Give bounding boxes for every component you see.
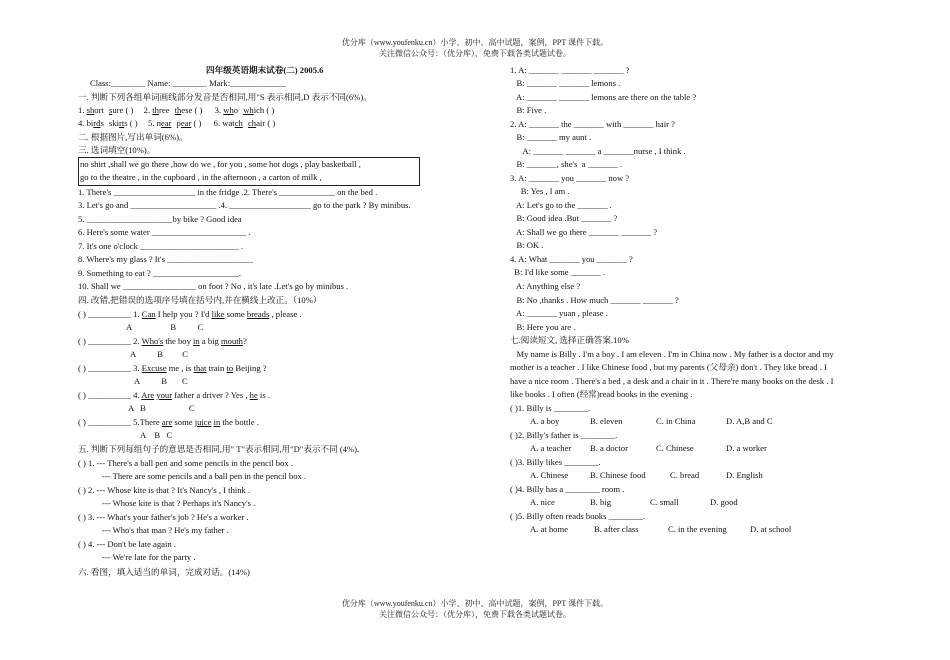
page-header xyxy=(0,37,950,59)
correction-1-option-c: breads xyxy=(246,309,270,319)
passage-line-1: My name is Billy . I'm a boy . I am eleven . I'm in China now . My father is a doctor and my xyxy=(510,349,834,359)
judge-item-2-q[interactable]: ( ) 2. --- Whose kite is that ? It's Nancy's , I think . xyxy=(78,485,251,495)
q3-word-a-rest: o xyxy=(233,105,239,115)
q2-word-a-underlined: th xyxy=(152,105,159,115)
dialog-line-3[interactable]: A: _______ _______ lemons are there on the table ? xyxy=(510,92,697,102)
correction-1-option-a: Can xyxy=(141,309,156,319)
page-footer xyxy=(0,598,950,620)
fill-item-10[interactable]: 10. Shall we _________________ on foot ? No , it's late .Let's go by minibus . xyxy=(78,281,349,291)
reading-question-4-options xyxy=(530,496,738,508)
q4-option-c[interactable]: C. small xyxy=(650,497,679,507)
correction-1-mid-1: I help you ? I'd xyxy=(155,309,212,319)
q3-number: 3. xyxy=(214,105,222,115)
fill-item-7[interactable]: 7. It's one o'clock _______________________ . xyxy=(78,241,244,251)
q3-option-d[interactable]: D. English xyxy=(726,470,763,480)
correction-2-mid-2: a big xyxy=(199,336,221,346)
q4-word-a-rest: s xyxy=(100,118,104,128)
correction-3-mid-2: train xyxy=(206,363,227,373)
header-line-2: 关注微信公众号：（优分库），免费下载各类试题试卷。 xyxy=(379,49,571,58)
judge-item-4-q[interactable]: ( ) 4. --- Don't be late again . xyxy=(78,539,176,549)
q5-word-b-pre: p xyxy=(176,118,181,128)
correction-item-2[interactable] xyxy=(78,335,247,347)
q1-answer-paren[interactable]: ( ) xyxy=(125,105,134,115)
correction-2-answer[interactable]: ( ) __________ 2. xyxy=(78,336,140,346)
correction-5-mid-1: some xyxy=(172,417,195,427)
q1-word-a-underlined: sh xyxy=(86,105,95,115)
correction-1-post: , please . xyxy=(269,309,302,319)
correction-3-option-b: that xyxy=(193,363,207,373)
section-4-heading: 四. 改错,把错误的选项序号填在括号内,并在横线上改正。（10%） xyxy=(78,295,322,305)
q4-word-b-rest: s xyxy=(124,118,128,128)
correction-4-answer[interactable]: ( ) __________ 4. xyxy=(78,390,140,400)
correction-item-5[interactable] xyxy=(78,416,259,428)
dialog-line-18[interactable]: B: No ,thanks . How much _______ _______ ? xyxy=(510,295,679,305)
q6-answer-paren[interactable]: ( ) xyxy=(267,118,276,128)
fill-item-6[interactable]: 6. Here's some water ______________________ . xyxy=(78,227,251,237)
correction-5-letters: A B C xyxy=(140,430,173,440)
correction-5-answer[interactable]: ( ) __________ 5. xyxy=(78,417,140,427)
dialog-line-1[interactable]: 1. A: _______ _______ _______ ? xyxy=(510,65,630,75)
q4-option-d[interactable]: D. good xyxy=(710,497,738,507)
judge-item-3-q[interactable]: ( ) 3. --- What's your father's job ? He's a worker . xyxy=(78,512,249,522)
footer-line-1: 优分库（www.youfenku.cn）小学、初中、高中试题，案例，PPT 课件下载。 xyxy=(341,599,609,608)
q5-answer-paren[interactable]: ( ) xyxy=(193,118,202,128)
q6-word-a-underlined: ch xyxy=(234,118,243,128)
section-7-heading: 七.阅读短文, 选择正确答案.10% xyxy=(510,335,629,345)
dialog-line-7[interactable]: A: _______ _______ a _______nurse , I think . xyxy=(510,146,686,156)
q2-option-c[interactable]: C. Chinese xyxy=(656,443,694,453)
q3-option-b[interactable]: B. Chinese food xyxy=(590,470,646,480)
reading-question-2[interactable]: ( )2. Billy's father is ________. xyxy=(510,430,618,440)
dialog-line-8[interactable]: B: _______, she's a _______ . xyxy=(510,159,623,169)
dialog-line-14: B: OK . xyxy=(510,240,544,250)
reading-question-3-options xyxy=(530,469,763,481)
passage-line-3: have a nice room . There's a bed , a desk and a chair in it . There're many books on the desk . I xyxy=(510,376,834,386)
q4-word-a-underlined: rd xyxy=(93,118,101,128)
correction-2-mid-1: the boy xyxy=(163,336,194,346)
q6-word-b-rest: air xyxy=(256,118,266,128)
dialog-line-20: B: Here you are . xyxy=(510,322,576,332)
reading-question-5-options xyxy=(530,523,791,535)
dialog-line-11[interactable]: A: Let's go to the _______ . xyxy=(510,200,612,210)
q1-word-b-underlined: s xyxy=(108,105,113,115)
footer-line-2: 关注微信公众号：（优分库），免费下载各类试题试卷。 xyxy=(379,610,571,619)
q5-option-d[interactable]: D. at school xyxy=(750,524,792,534)
judge-item-1-q[interactable]: ( ) 1. --- There's a ball pen and some pencils in the pencil box . xyxy=(78,458,293,468)
q1-option-b[interactable]: B. eleven xyxy=(590,416,623,426)
correction-item-4[interactable] xyxy=(78,389,270,401)
judge-item-1-a: --- There are some pencils and a ball pen in the pencil box . xyxy=(102,471,307,481)
correction-1-letters: A B C xyxy=(126,322,204,332)
q6-number: 6. xyxy=(213,118,221,128)
reading-question-4[interactable]: ( )4. Billy has a ________ room . xyxy=(510,484,625,494)
q4-word-a-pre: bi xyxy=(86,118,94,128)
q5-option-a[interactable]: A. at home xyxy=(530,524,568,534)
q2-word-b-rest: ese xyxy=(181,105,193,115)
q6-word-b-underlined: ch xyxy=(247,118,257,128)
correction-3-answer[interactable]: ( ) __________ 3. xyxy=(78,363,140,373)
correction-3-option-c: to xyxy=(226,363,234,373)
reading-question-1-options xyxy=(530,415,773,427)
correction-5-option-a: are xyxy=(161,417,173,427)
dialog-line-13[interactable]: A: Shall we go there _______ _______ ? xyxy=(510,227,658,237)
dialog-line-9[interactable]: 3. A: _______ you _______ now ? xyxy=(510,173,630,183)
passage-line-4: like books . I often (经常)read books in the evening . xyxy=(510,389,693,399)
q3-word-a-underlined: wh xyxy=(223,105,234,115)
q1-option-d[interactable]: D. A,B and C xyxy=(726,416,773,426)
judge-item-4-a: --- We're late for the party . xyxy=(102,552,196,562)
correction-4-option-c: he xyxy=(249,390,258,400)
q2-option-a[interactable]: A. a teacher xyxy=(530,443,572,453)
dialog-line-19[interactable]: A: _______ yuan , please . xyxy=(510,308,608,318)
q3-word-b-rest: ich xyxy=(253,105,265,115)
q1-word-b-rest: ure xyxy=(112,105,124,115)
reading-question-2-options xyxy=(530,442,767,454)
q5-number: 5. xyxy=(147,118,155,128)
q2-word-a-rest: ree xyxy=(158,105,170,115)
fill-item-9[interactable]: 9. Something to eat ? ____________________. xyxy=(78,268,242,278)
q2-number: 2. xyxy=(143,105,151,115)
q5-option-b[interactable]: B. after class xyxy=(594,524,639,534)
q3-word-b-underlined: wh xyxy=(243,105,254,115)
correction-1-mid-2: some xyxy=(224,309,247,319)
q2-option-b[interactable]: B. a doctor xyxy=(590,443,628,453)
q5-word-a-underlined: ear xyxy=(160,118,172,128)
correction-2-option-c: mouth xyxy=(220,336,243,346)
dialog-line-6[interactable]: B: _______ my aunt . xyxy=(510,132,592,142)
correction-2-option-b: in xyxy=(193,336,200,346)
q5-option-c[interactable]: C. in the evening xyxy=(668,524,727,534)
q3-option-c[interactable]: C. bread xyxy=(670,470,700,480)
correction-5-post: the bottle . xyxy=(220,417,259,427)
q3-answer-paren[interactable]: ( ) xyxy=(266,105,275,115)
correction-1-answer[interactable]: ( ) __________ 1. xyxy=(78,309,140,319)
dialog-line-5[interactable]: 2. A: _______ the _______ with _______ hair ? xyxy=(510,119,675,129)
dialog-line-15[interactable]: 4. A: What _______ you _______ ? xyxy=(510,254,633,264)
judge-item-2-a: --- Whose kite is that ? Perhaps it's Nancy's . xyxy=(102,498,256,508)
correction-3-letters: A B C xyxy=(134,376,188,386)
q2-word-b-underlined: th xyxy=(174,105,182,115)
word-choice-line-1: no shirt ,shall we go there ,how do we , for you , some hot dogs , play basketball , xyxy=(80,159,361,169)
correction-4-letters: A B C xyxy=(128,403,195,413)
class-name-mark-line: Class:________ Name: ________ Mark:_____________ xyxy=(90,78,286,88)
exam-title: 四年级英语期末试卷(二) 2005.6 xyxy=(206,65,324,75)
q1-option-a[interactable]: A. a boy xyxy=(530,416,560,426)
section-5-heading: 五. 判断下列每组句子的意思是否相同,用" T"表示相同,用"D"表示不同 (4%). xyxy=(78,444,360,454)
q1-number: 1. xyxy=(78,105,85,115)
reading-question-5[interactable]: ( )5. Billy often reads books ________. xyxy=(510,511,646,521)
correction-5-option-b: juice xyxy=(194,417,212,427)
correction-3-option-a: Excuse xyxy=(141,363,167,373)
section-1-heading: 一. 判断下列各组单词画线部分发音是否相同,用"S 表示相同,D 表示不同(6%)。 xyxy=(78,92,372,102)
q4-word-b-pre: ski xyxy=(108,118,120,128)
fill-item-5[interactable]: 5. ____________________by bike ? Good idea xyxy=(78,214,242,224)
q5-word-a-pre: n xyxy=(156,118,161,128)
dialog-line-4: B: Five . xyxy=(510,105,547,115)
fill-item-3-4[interactable]: 3. Let's go and ____________________ .4. ___________________ go to the park ? By minibus. xyxy=(78,200,411,210)
dialog-line-10: B: Yes , I am . xyxy=(510,186,570,196)
correction-4-option-b: your xyxy=(156,390,173,400)
word-choice-line-2: go to the theatre , in the cupboard , in the afternoon , a carton of milk , xyxy=(80,172,322,182)
correction-2-option-a: Who's xyxy=(141,336,164,346)
fill-item-8[interactable]: 8. Where's my glass ? It's ____________________ xyxy=(78,254,254,264)
section-1-row-2 xyxy=(78,117,275,129)
dialog-line-2[interactable]: B: _______ _______ lemons . xyxy=(510,78,621,88)
q1-word-a-rest: ort xyxy=(94,105,104,115)
correction-5-pre: There xyxy=(139,417,162,427)
correction-item-3[interactable] xyxy=(78,362,267,374)
passage-line-2: mother is a teacher . I like Chinese food , but my parents (父母亲) don't . They like bread . I xyxy=(510,362,827,372)
q2-answer-paren[interactable]: ( ) xyxy=(194,105,203,115)
judge-item-3-a: --- Who's that man ? He's my father . xyxy=(102,525,229,535)
reading-question-3[interactable]: ( )3. Billy likes ________. xyxy=(510,457,601,467)
q4-option-a[interactable]: A. nice xyxy=(530,497,555,507)
q3-option-a[interactable]: A. Chinese xyxy=(530,470,569,480)
q6-word-a-pre: wat xyxy=(222,118,235,128)
section-6-heading: 六. 看图，填入适当的单词，完成对话。(14%) xyxy=(78,567,250,577)
q4-option-b[interactable]: B. big xyxy=(590,497,612,507)
q4-word-b-underlined: rt xyxy=(119,118,125,128)
q4-answer-paren[interactable]: ( ) xyxy=(129,118,138,128)
q5-word-b-underlined: ear xyxy=(180,118,192,128)
section-1-row-1 xyxy=(78,104,274,116)
correction-4-mid-2: father a driver ? Yes , xyxy=(172,390,250,400)
correction-3-mid-1: me , is xyxy=(166,363,194,373)
dialog-line-17: A: Anything else ? xyxy=(510,281,581,291)
correction-2-letters: A B C xyxy=(130,349,189,359)
dialog-line-16[interactable]: B: I'd like some _______ . xyxy=(510,267,606,277)
correction-4-post: is . xyxy=(257,390,270,400)
fill-item-1-2[interactable]: 1. There's ___________________ in the fridge .2. There's _____________ on the bed . xyxy=(78,187,378,197)
reading-question-1[interactable]: ( )1. Billy is ________. xyxy=(510,403,591,413)
section-3-heading: 三. 选词填空(10%)。 xyxy=(78,145,156,155)
correction-item-1[interactable] xyxy=(78,308,302,320)
section-2-heading: 二. 根据图片,写出单词(6%)。 xyxy=(78,132,188,142)
correction-5-option-c: in xyxy=(213,417,221,427)
dialog-line-12[interactable]: B: Good idea .But _______ ? xyxy=(510,213,618,223)
q2-option-d[interactable]: D. a worker xyxy=(726,443,767,453)
correction-1-option-b: like xyxy=(211,309,225,319)
header-line-1: 优分库（www.youfenku.cn）小学、初中、高中试题，案例，PPT 课件下载。 xyxy=(341,38,609,47)
correction-3-post: Beijing ? xyxy=(233,363,267,373)
correction-4-option-a: Are xyxy=(141,390,155,400)
correction-2-post: ? xyxy=(242,336,247,346)
q1-option-c[interactable]: C. in China xyxy=(656,416,696,426)
q4-number: 4. xyxy=(78,118,85,128)
